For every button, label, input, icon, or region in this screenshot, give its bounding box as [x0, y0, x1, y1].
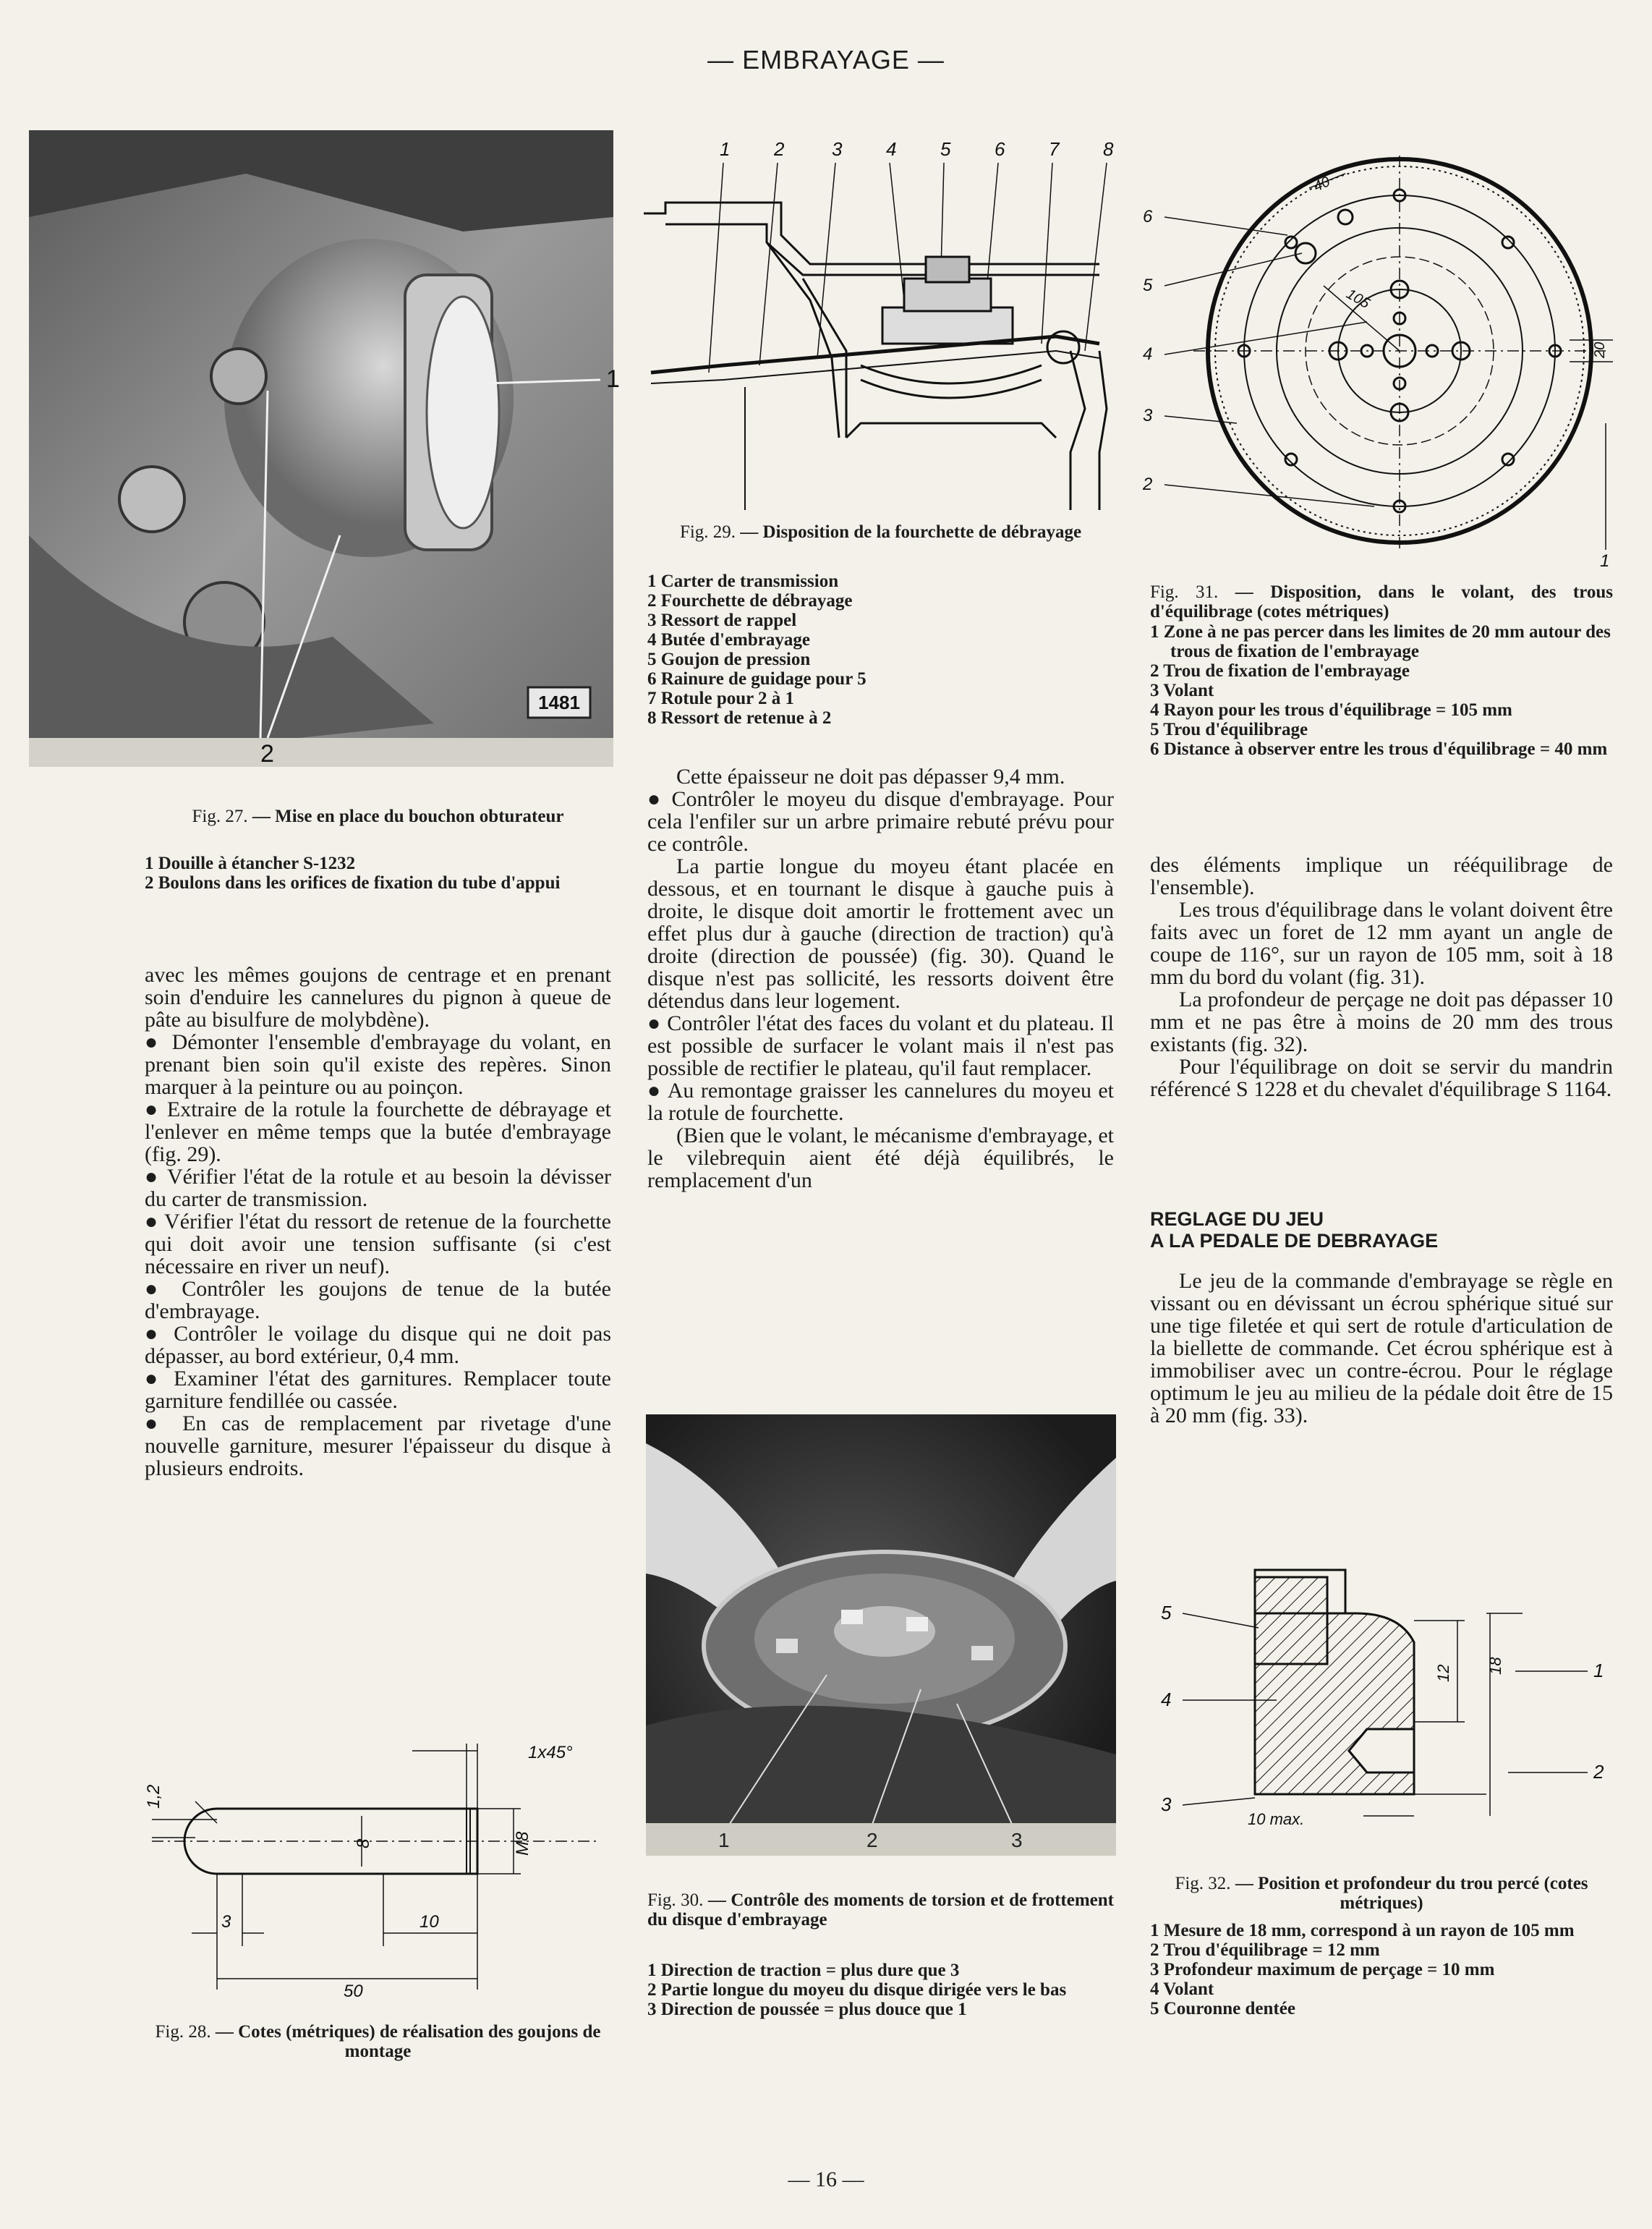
fig28-dim: 50	[344, 1982, 363, 2001]
fig28-dim: 3	[221, 1912, 231, 1932]
paragraph: (Bien que le volant, le mécanisme d'embrayage, et le vilebrequin aient été déjà équilibrés, le remplacement d'un	[647, 1124, 1114, 1192]
fig27-badge: 1481	[538, 692, 580, 713]
fig28-caption	[145, 2022, 611, 2061]
fig32-dim: 10 max.	[1248, 1810, 1305, 1828]
fig29-callout: 2	[774, 138, 785, 160]
section-heading	[1150, 1208, 1613, 1252]
column-3-text	[1150, 854, 1613, 1100]
fig29-callout: 3	[832, 138, 843, 160]
fig30-legend	[647, 1961, 1114, 2019]
fig27-caption	[145, 807, 611, 826]
paragraph: ● Contrôler le voilage du disque qui ne doit pas dépasser, au bord extérieur, 0,4 mm.	[145, 1322, 611, 1368]
fig31-callout: 2	[1143, 475, 1153, 494]
section-heading-line-2: A LA PEDALE DE DEBRAYAGE	[1150, 1230, 1439, 1252]
fig32-caption	[1150, 1874, 1613, 1913]
paragraph: avec les mêmes goujons de centrage et en prenant soin d'enduire les cannelures du pignon à queue de pâte au bisulfure de molybdène).	[145, 963, 611, 1032]
page-number: — 16 —	[788, 2168, 864, 2191]
fig32-callout: 2	[1593, 1761, 1604, 1783]
page-header: — EMBRAYAGE —	[707, 45, 945, 75]
fig31-callout: 5	[1143, 276, 1153, 295]
fig29-callout: 1	[720, 138, 731, 160]
fig28-title: — Cotes (métriques) de réalisation des goujons de montage	[215, 2022, 601, 2061]
fig29-legend	[647, 572, 1114, 728]
fig28-dim: 1x45°	[528, 1743, 573, 1762]
paragraph: ● Examiner l'état des garnitures. Remplacer toute garniture fendillée ou cassée.	[145, 1367, 611, 1413]
fig29-item: 1 Carter de transmission	[647, 572, 839, 591]
fig30-photo	[646, 1414, 1116, 1856]
fig30-item: 2 Partie longue du moyeu du disque dirigée vers le bas	[647, 1980, 1067, 2000]
fig30-item: 1 Direction de traction = plus dure que 3	[647, 1961, 960, 1980]
fig29-item: 2 Fourchette de débrayage	[647, 591, 853, 611]
column-1-text	[145, 964, 611, 1479]
paragraph: ● Vérifier l'état du ressort de retenue de la fourchette qui doit avoir une tension suffisante (si c'est nécessaire en river un neuf).	[145, 1210, 611, 1278]
fig27-item: 2 Boulons dans les orifices de fixation du tube d'appui	[145, 873, 561, 893]
fig31-title: — Disposition, dans le volant, des trous d'équilibrage (cotes métriques)	[1150, 582, 1613, 621]
fig29-item: 6 Rainure de guidage pour 5	[647, 669, 867, 689]
fig31-item: 2 Trou de fixation de l'embrayage	[1150, 661, 1410, 681]
fig28-number: Fig. 28.	[155, 2022, 211, 2042]
fig31-dim: 20	[1592, 341, 1608, 358]
fig32-callout: 5	[1161, 1602, 1172, 1623]
fig28-dim: M8	[513, 1831, 532, 1856]
fig29-drawing	[636, 134, 1128, 510]
paragraph: ● Contrôler les goujons de tenue de la butée d'embrayage.	[145, 1277, 611, 1323]
section-heading-line-1: REGLAGE DU JEU	[1150, 1208, 1324, 1230]
fig29-item: 3 Ressort de rappel	[647, 611, 797, 630]
paragraph: La profondeur de perçage ne doit pas dépasser 10 mm et ne pas être à moins de 20 mm des trous existants (fig. 32).	[1150, 988, 1613, 1056]
fig31-callout: 4	[1143, 344, 1153, 364]
fig31-item: 1 Zone à ne pas percer dans les limites de 20 mm autour des trous de fixation de l'embrayage	[1150, 622, 1611, 661]
fig30-label: 3	[1011, 1829, 1023, 1851]
fig32-title: — Position et profondeur du trou percé (cotes métriques)	[1235, 1874, 1588, 1913]
paragraph: Le jeu de la commande d'embrayage se règle en vissant ou en dévissant un écrou sphérique situé sur une tige filetée et qui sert de rotule d'articulation de la biellette de commande. Cet écrou sphérique est à immobiliser avec un contre-écrou. Pour le réglage optimum le jeu au milieu de la pédale doit être de 15 à 20 mm (fig. 33).	[1150, 1269, 1613, 1427]
fig31-legend	[1150, 622, 1613, 759]
fig29-item: 8 Ressort de retenue à 2	[647, 708, 832, 728]
fig31-drawing	[1136, 156, 1620, 571]
fig31-callout: 6	[1143, 207, 1153, 226]
paragraph: des éléments implique un rééquilibrage de l'ensemble).	[1150, 853, 1613, 899]
paragraph: Cette épaisseur ne doit pas dépasser 9,4 mm.	[676, 765, 1065, 789]
fig32-callout: 1	[1593, 1660, 1604, 1681]
fig29-callout: 7	[1049, 138, 1060, 160]
fig31-item: 5 Trou d'équilibrage	[1150, 720, 1308, 739]
fig30-label: 1	[718, 1829, 730, 1851]
fig29-caption	[647, 522, 1114, 542]
fig29-number: Fig. 29.	[679, 522, 736, 542]
fig30-label: 2	[867, 1829, 878, 1851]
fig32-item: 1 Mesure de 18 mm, correspond à un rayon de 105 mm	[1150, 1921, 1575, 1940]
fig32-dim: 18	[1486, 1657, 1504, 1675]
fig32-item: 3 Profondeur maximum de perçage = 10 mm	[1150, 1960, 1495, 1979]
fig30-caption	[647, 1890, 1114, 1929]
fig32-item: 4 Volant	[1150, 1979, 1214, 1999]
paragraph: ● Au remontage graisser les cannelures du moyeu et la rotule de fourchette.	[647, 1079, 1114, 1125]
paragraph: ● Vérifier l'état de la rotule et au besoin la dévisser du carter de transmission.	[145, 1165, 611, 1211]
paragraph: La partie longue du moyeu étant placée en dessous, et en tournant le disque à gauche puis à droite, le disque doit amortir le frottement avec un effet plus dur à gauche (direction de traction) qu'à droite (direction de poussée) (fig. 30). Quand le disque n'est pas sollicité, les ressorts doivent être détendus dans leur logement.	[647, 854, 1114, 1013]
paragraph: Les trous d'équilibrage dans le volant doivent être faits avec un foret de 12 mm ayant un angle de coupe de 116°, sur un rayon de 105 mm, soit à 18 mm du bord du volant (fig. 31).	[1150, 898, 1613, 989]
fig27-label-2: 2	[260, 740, 274, 768]
fig29-callout: 5	[940, 138, 951, 160]
fig32-legend	[1150, 1921, 1613, 2018]
fig27-item: 1 Douille à étancher S-1232	[145, 854, 356, 873]
fig32-item: 2 Trou d'équilibrage = 12 mm	[1150, 1940, 1380, 1960]
paragraph: ● Extraire de la rotule la fourchette de débrayage et l'enlever en même temps que la butée d'embrayage (fig. 29).	[145, 1097, 611, 1166]
section-text	[1150, 1270, 1613, 1427]
fig32-callout: 3	[1161, 1793, 1172, 1815]
fig29-callout: 6	[995, 138, 1005, 160]
fig29-callout: 4	[886, 138, 897, 160]
fig32-callout: 4	[1161, 1689, 1172, 1710]
paragraph: ● En cas de remplacement par rivetage d'une nouvelle garniture, mesurer l'épaisseur du disque à plusieurs endroits.	[145, 1411, 611, 1480]
fig29-callout: 8	[1103, 138, 1114, 160]
fig31-callout: 1	[1600, 551, 1610, 571]
fig31-item: 3 Volant	[1150, 681, 1214, 700]
fig32-number: Fig. 32.	[1175, 1874, 1231, 1893]
fig31-dim: 40	[1311, 174, 1333, 195]
fig32-item: 5 Couronne dentée	[1150, 1999, 1295, 2018]
fig31-callout: 3	[1143, 406, 1153, 425]
fig29-item: 5 Goujon de pression	[647, 650, 811, 669]
fig28-dim: 10	[420, 1912, 439, 1932]
fig32-dim: 12	[1434, 1664, 1452, 1682]
paragraph: ● Contrôler l'état des faces du volant et du plateau. Il est possible de surfacer le volant mais il n'est pas possible de rectifier le plateau, qu'il faut remplacer.	[647, 1011, 1114, 1080]
fig29-title: — Disposition de la fourchette de débrayage	[740, 522, 1082, 542]
fig27-photo	[29, 130, 620, 768]
fig31-caption	[1150, 582, 1613, 621]
fig29-item: 7 Rotule pour 2 à 1	[647, 689, 795, 708]
fig30-item: 3 Direction de poussée = plus douce que 1	[647, 2000, 967, 2019]
fig29-item: 4 Butée d'embrayage	[647, 630, 810, 650]
fig28-dim: 1,2	[144, 1784, 163, 1809]
fig30-number: Fig. 30.	[647, 1890, 704, 1910]
column-2-text	[647, 765, 1114, 1192]
fig32-drawing	[1139, 1555, 1620, 1838]
fig28-drawing	[137, 1729, 615, 2004]
fig28-dim: 8	[354, 1838, 373, 1848]
fig31-item: 6 Distance à observer entre les trous d'équilibrage = 40 mm	[1150, 739, 1608, 759]
fig27-label-1: 1	[606, 365, 620, 393]
fig31-item: 4 Rayon pour les trous d'équilibrage = 105 mm	[1150, 700, 1512, 720]
paragraph: ● Contrôler le moyeu du disque d'embrayage. Pour cela l'enfiler sur un arbre primaire rebuté prévu pour ce contrôle.	[647, 787, 1114, 856]
fig30-title: — Contrôle des moments de torsion et de frottement du disque d'embrayage	[647, 1890, 1114, 1929]
paragraph: ● Démonter l'ensemble d'embrayage du volant, en prenant bien soin qu'il existe des repères. Sinon marquer à la peinture ou au poinçon.	[145, 1030, 611, 1099]
fig27-number: Fig. 27.	[192, 807, 248, 826]
fig27-legend	[145, 854, 611, 893]
fig31-number: Fig. 31.	[1150, 582, 1219, 602]
fig27-title: — Mise en place du bouchon obturateur	[252, 807, 564, 826]
paragraph: Pour l'équilibrage on doit se servir du mandrin référencé S 1228 et du chevalet d'équilibrage S 1164.	[1150, 1055, 1613, 1101]
fig31-dim: 105	[1343, 286, 1373, 313]
